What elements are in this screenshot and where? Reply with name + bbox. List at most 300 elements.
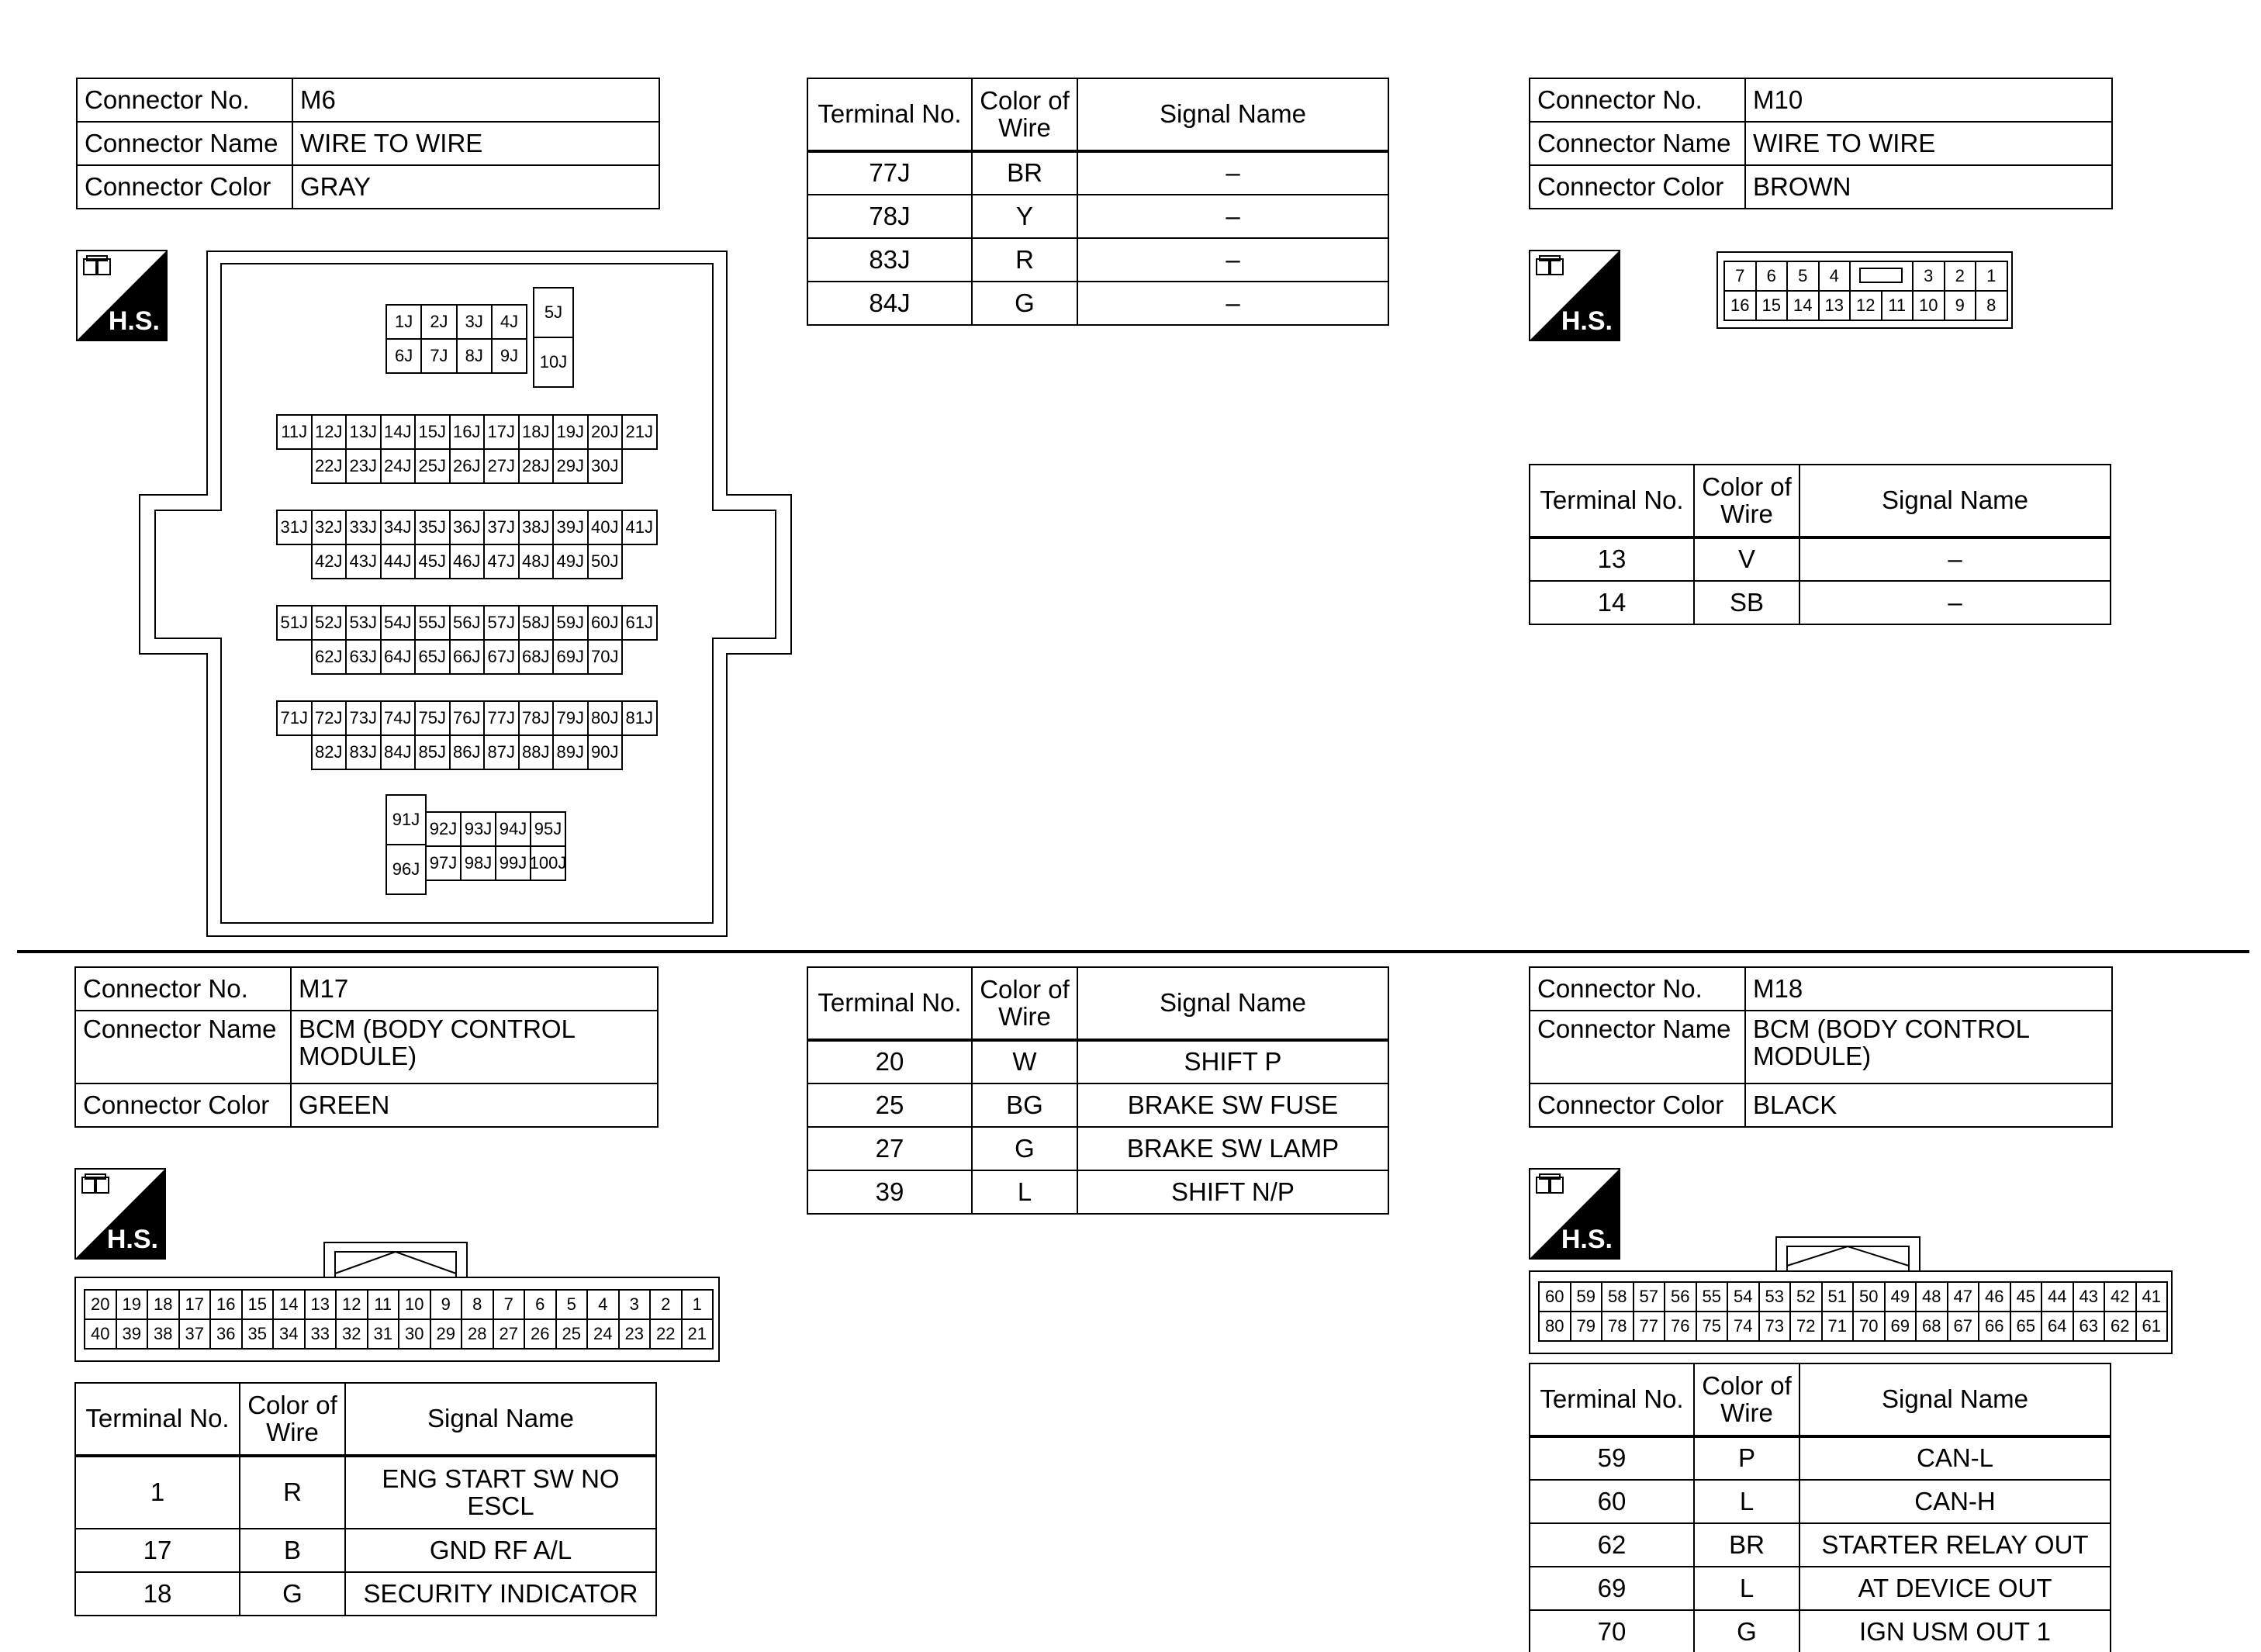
terminal-pin: 69J xyxy=(552,639,589,675)
connector-name-value: WIRE TO WIRE xyxy=(292,122,659,165)
terminal-pin: 98J xyxy=(460,845,496,881)
terminal-pin: 19 xyxy=(116,1289,149,1320)
terminal-pin: 42 xyxy=(2104,1281,2137,1312)
signal-name-header: Signal Name xyxy=(1077,967,1388,1040)
terminal-pin: 70J xyxy=(587,639,624,675)
signal-cell: SHIFT N/P xyxy=(1077,1170,1388,1214)
terminal-no-header: Terminal No. xyxy=(807,967,972,1040)
wire-cell: R xyxy=(972,238,1077,282)
signal-cell: ENG START SW NO ESCL xyxy=(345,1456,656,1529)
signal-cell: – xyxy=(1077,282,1388,325)
terminal-pin: 4 xyxy=(586,1289,620,1320)
terminal-pin: 44J xyxy=(380,544,417,579)
terminal-pin: 13 xyxy=(1818,290,1851,321)
terminal-no-header: Terminal No. xyxy=(1530,465,1694,537)
terminal-pin: 20J xyxy=(587,414,624,450)
terminal-pin: 44 xyxy=(2041,1281,2074,1312)
terminal-pin: 47 xyxy=(1947,1281,1980,1312)
terminal-pin: 1 xyxy=(681,1289,714,1320)
m18-info-table xyxy=(1529,966,2113,1128)
terminal-no-header: Terminal No. xyxy=(1530,1363,1694,1436)
terminal-pin: 4 xyxy=(1818,261,1851,292)
terminal-pin: 18 xyxy=(147,1289,180,1320)
connector-name-label: Connector Name xyxy=(1530,1011,1745,1083)
terminal-pin: 26J xyxy=(449,448,486,484)
connector-no-label: Connector No. xyxy=(75,967,291,1011)
terminal-pin: 24 xyxy=(586,1318,620,1350)
signal-cell: SHIFT P xyxy=(1077,1040,1388,1083)
terminal-pin: 24J xyxy=(380,448,417,484)
terminal-pin: 76 xyxy=(1664,1311,1697,1342)
terminal-pin: 37 xyxy=(178,1318,212,1350)
terminal-pin: 22J xyxy=(311,448,347,484)
terminal-pin: 47J xyxy=(483,544,520,579)
terminal-pin: 60J xyxy=(587,605,624,641)
terminal-pin: 62 xyxy=(2104,1311,2137,1342)
signal-cell: AT DEVICE OUT xyxy=(1799,1567,2111,1610)
terminal-pin: 45 xyxy=(2010,1281,2043,1312)
terminal-pin: 77J xyxy=(483,700,520,736)
terminal-pin: 95J xyxy=(530,811,566,847)
terminal-pin: 28J xyxy=(518,448,555,484)
terminal-pin: 52 xyxy=(1789,1281,1823,1312)
terminal-pin: 57 xyxy=(1633,1281,1666,1312)
signal-cell: – xyxy=(1799,581,2111,624)
table-row xyxy=(807,1083,1388,1127)
terminal-pin: 66 xyxy=(1978,1311,2011,1342)
table-row xyxy=(1530,537,2111,581)
connector-name-label: Connector Name xyxy=(77,122,292,165)
terminal-pin: 2 xyxy=(649,1289,683,1320)
terminal-pin: 42J xyxy=(311,544,347,579)
terminal-pin: 64 xyxy=(2041,1311,2074,1342)
terminal-pin: 34J xyxy=(380,510,417,545)
terminal-pin: 67J xyxy=(483,639,520,675)
terminal-pin: 59J xyxy=(552,605,589,641)
terminal-pin: 3 xyxy=(618,1289,652,1320)
wire-cell: W xyxy=(972,1040,1077,1083)
terminal-cell: 59 xyxy=(1530,1436,1694,1480)
terminal-cell: 60 xyxy=(1530,1480,1694,1523)
terminal-pin: 7 xyxy=(493,1289,526,1320)
connector-color-label: Connector Color xyxy=(75,1083,291,1127)
terminal-pin: 5 xyxy=(555,1289,589,1320)
terminal-pin: 72J xyxy=(311,700,347,736)
terminal-cell: 18 xyxy=(75,1572,240,1616)
terminal-pin: 39J xyxy=(552,510,589,545)
terminal-pin: 51J xyxy=(276,605,313,641)
connector-color-label: Connector Color xyxy=(1530,165,1745,209)
terminal-cell: 25 xyxy=(807,1083,972,1127)
terminal-pin: 88J xyxy=(518,734,555,770)
terminal-pin: 93J xyxy=(460,811,496,847)
terminal-pin: 99J xyxy=(495,845,531,881)
terminal-pin: 29J xyxy=(552,448,589,484)
terminal-pin: 71J xyxy=(276,700,313,736)
terminal-pin: 6 xyxy=(1755,261,1789,292)
table-row xyxy=(1530,1610,2111,1652)
hs-label: H.S. xyxy=(1561,1225,1613,1254)
terminal-pin: 46J xyxy=(449,544,486,579)
terminal-pin: 49 xyxy=(1884,1281,1917,1312)
terminal-cell: 70 xyxy=(1530,1610,1694,1652)
m18-terminal-table xyxy=(1529,1363,2111,1652)
terminal-pin: 38J xyxy=(518,510,555,545)
terminal-pin: 54 xyxy=(1727,1281,1760,1312)
table-row xyxy=(807,238,1388,282)
terminal-pin: 73J xyxy=(345,700,382,736)
terminal-pin: 80J xyxy=(587,700,624,736)
key-slot xyxy=(1859,268,1903,283)
terminal-pin: 3J xyxy=(456,304,493,340)
hs-label: H.S. xyxy=(108,306,160,336)
terminal-pin: 17 xyxy=(178,1289,212,1320)
harness-side-icon xyxy=(1529,250,1620,341)
terminal-cell: 13 xyxy=(1530,537,1694,581)
signal-name-header: Signal Name xyxy=(1077,78,1388,151)
connector-no-value: M6 xyxy=(292,78,659,122)
terminal-pin: 23 xyxy=(618,1318,652,1350)
m10-terminal-table xyxy=(1529,464,2111,625)
signal-cell: – xyxy=(1077,151,1388,195)
terminal-pin: 18J xyxy=(518,414,555,450)
wire-cell: BR xyxy=(972,151,1077,195)
terminal-pin: 4J xyxy=(491,304,527,340)
terminal-pin: 8 xyxy=(461,1289,494,1320)
terminal-pin: 30J xyxy=(587,448,624,484)
signal-name-header: Signal Name xyxy=(1799,465,2111,537)
terminal-pin: 14J xyxy=(380,414,417,450)
table-row xyxy=(807,151,1388,195)
terminal-cell: 39 xyxy=(807,1170,972,1214)
terminal-pin: 53J xyxy=(345,605,382,641)
wire-cell: P xyxy=(1694,1436,1799,1480)
terminal-pin: 41 xyxy=(2135,1281,2169,1312)
terminal-pin: 55 xyxy=(1696,1281,1729,1312)
signal-cell: – xyxy=(1077,238,1388,282)
table-row xyxy=(807,1040,1388,1083)
terminal-pin: 7J xyxy=(420,338,457,374)
terminal-pin: 10J xyxy=(533,337,574,388)
terminal-pin: 31J xyxy=(276,510,313,545)
terminal-pin: 63J xyxy=(345,639,382,675)
connector-name-value: WIRE TO WIRE xyxy=(1745,122,2112,165)
terminal-pin: 49J xyxy=(552,544,589,579)
section-divider xyxy=(17,950,2249,953)
terminal-pin: 23J xyxy=(345,448,382,484)
terminal-pin: 46 xyxy=(1978,1281,2011,1312)
terminal-pin: 10 xyxy=(1912,290,1945,321)
terminal-cell: 78J xyxy=(807,195,972,238)
terminal-no-header: Terminal No. xyxy=(807,78,972,151)
terminal-pin: 14 xyxy=(272,1289,306,1320)
terminal-pin: 90J xyxy=(587,734,624,770)
terminal-pin: 40 xyxy=(84,1318,117,1350)
terminal-pin: 17J xyxy=(483,414,520,450)
signal-cell: STARTER RELAY OUT xyxy=(1799,1523,2111,1567)
signal-cell: IGN USM OUT 1 xyxy=(1799,1610,2111,1652)
terminal-pin: 50 xyxy=(1852,1281,1886,1312)
terminal-pin: 19J xyxy=(552,414,589,450)
terminal-pin: 86J xyxy=(449,734,486,770)
terminal-pin: 30 xyxy=(398,1318,431,1350)
terminal-pin: 40J xyxy=(587,510,624,545)
signal-cell: BRAKE SW FUSE xyxy=(1077,1083,1388,1127)
terminal-pin: 21 xyxy=(681,1318,714,1350)
terminal-pin: 51 xyxy=(1821,1281,1855,1312)
terminal-pin: 62J xyxy=(311,639,347,675)
terminal-pin: 74 xyxy=(1727,1311,1760,1342)
terminal-cell: 83J xyxy=(807,238,972,282)
terminal-pin: 26 xyxy=(524,1318,557,1350)
terminal-pin: 10 xyxy=(398,1289,431,1320)
terminal-pin: 56J xyxy=(449,605,486,641)
terminal-pin: 29 xyxy=(430,1318,463,1350)
terminal-pin: 32 xyxy=(335,1318,368,1350)
table-row xyxy=(1530,1436,2111,1480)
terminal-pin: 66J xyxy=(449,639,486,675)
wire-cell: G xyxy=(1694,1610,1799,1652)
signal-name-header: Signal Name xyxy=(1799,1363,2111,1436)
terminal-pin: 21J xyxy=(621,414,658,450)
terminal-cell: 1 xyxy=(75,1456,240,1529)
terminal-pin: 36 xyxy=(209,1318,243,1350)
wire-cell: BR xyxy=(1694,1523,1799,1567)
signal-cell: – xyxy=(1799,537,2111,581)
terminal-pin: 15 xyxy=(241,1289,275,1320)
m6-terminal-table xyxy=(807,78,1389,326)
m17-terminal-table-secondary xyxy=(74,1382,657,1616)
connector-no-value: M18 xyxy=(1745,967,2112,1011)
terminal-pin: 8J xyxy=(456,338,493,374)
signal-cell: CAN-H xyxy=(1799,1480,2111,1523)
terminal-pin: 53 xyxy=(1758,1281,1792,1312)
terminal-pin: 5 xyxy=(1786,261,1820,292)
terminal-pin: 82J xyxy=(311,734,347,770)
terminal-pin: 1 xyxy=(1975,261,2008,292)
terminal-pin: 15 xyxy=(1755,290,1789,321)
table-row xyxy=(807,282,1388,325)
signal-cell: BRAKE SW LAMP xyxy=(1077,1127,1388,1170)
wire-cell: BG xyxy=(972,1083,1077,1127)
wire-cell: SB xyxy=(1694,581,1799,624)
terminal-pin: 79J xyxy=(552,700,589,736)
terminal-pin: 39 xyxy=(116,1318,149,1350)
harness-side-icon xyxy=(74,1168,166,1260)
terminal-pin: 91J xyxy=(385,794,427,845)
terminal-pin: 27J xyxy=(483,448,520,484)
terminal-pin: 85J xyxy=(414,734,451,770)
connector-color-value: BROWN xyxy=(1745,165,2112,209)
terminal-pin: 52J xyxy=(311,605,347,641)
table-row xyxy=(75,1572,656,1616)
terminal-cell: 77J xyxy=(807,151,972,195)
hs-label: H.S. xyxy=(1561,306,1613,336)
harness-side-icon xyxy=(1529,1168,1620,1260)
connector-no-label: Connector No. xyxy=(77,78,292,122)
wire-color-header: Color of Wire xyxy=(1694,465,1799,537)
terminal-pin: 57J xyxy=(483,605,520,641)
connector-name-label: Connector Name xyxy=(1530,122,1745,165)
terminal-pin: 84J xyxy=(380,734,417,770)
terminal-pin: 2 xyxy=(1944,261,1977,292)
connector-no-value: M10 xyxy=(1745,78,2112,122)
terminal-pin: 31 xyxy=(367,1318,400,1350)
terminal-pin: 80 xyxy=(1538,1311,1571,1342)
wire-cell: L xyxy=(1694,1480,1799,1523)
terminal-pin: 60 xyxy=(1538,1281,1571,1312)
terminal-pin: 6 xyxy=(524,1289,557,1320)
wire-color-header: Color of Wire xyxy=(1694,1363,1799,1436)
terminal-pin: 8 xyxy=(1975,290,2008,321)
terminal-cell: 84J xyxy=(807,282,972,325)
terminal-pin: 16 xyxy=(209,1289,243,1320)
terminal-pin: 59 xyxy=(1570,1281,1603,1312)
terminal-pin: 35J xyxy=(414,510,451,545)
m17-terminal-table xyxy=(807,966,1389,1215)
wire-cell: V xyxy=(1694,537,1799,581)
terminal-pin: 48J xyxy=(518,544,555,579)
terminal-pin: 1J xyxy=(385,304,422,340)
terminal-pin: 68 xyxy=(1915,1311,1948,1342)
wire-cell: G xyxy=(972,282,1077,325)
terminal-pin: 32J xyxy=(311,510,347,545)
table-row xyxy=(807,195,1388,238)
terminal-cell: 20 xyxy=(807,1040,972,1083)
terminal-pin: 16 xyxy=(1723,290,1757,321)
terminal-pin: 89J xyxy=(552,734,589,770)
terminal-pin: 15J xyxy=(414,414,451,450)
table-row xyxy=(807,1170,1388,1214)
terminal-pin: 27 xyxy=(493,1318,526,1350)
terminal-pin: 7 xyxy=(1723,261,1757,292)
wire-cell: B xyxy=(240,1529,345,1572)
connector-name-label: Connector Name xyxy=(75,1011,291,1083)
terminal-pin: 45J xyxy=(414,544,451,579)
terminal-pin: 78 xyxy=(1601,1311,1634,1342)
terminal-pin: 13J xyxy=(345,414,382,450)
terminal-pin: 37J xyxy=(483,510,520,545)
table-row xyxy=(1530,1480,2111,1523)
terminal-pin: 2J xyxy=(420,304,457,340)
wire-color-header: Color of Wire xyxy=(972,78,1077,151)
terminal-pin: 55J xyxy=(414,605,451,641)
connector-color-value: GREEN xyxy=(291,1083,658,1127)
terminal-pin: 38 xyxy=(147,1318,180,1350)
terminal-pin: 14 xyxy=(1786,290,1820,321)
terminal-pin: 94J xyxy=(495,811,531,847)
terminal-pin: 58J xyxy=(518,605,555,641)
terminal-pin: 78J xyxy=(518,700,555,736)
terminal-pin: 3 xyxy=(1912,261,1945,292)
terminal-cell: 69 xyxy=(1530,1567,1694,1610)
connector-name-value: BCM (BODY CONTROL MODULE) xyxy=(1745,1011,2112,1083)
terminal-pin: 12 xyxy=(1849,290,1882,321)
terminal-pin: 6J xyxy=(385,338,422,374)
terminal-pin: 77 xyxy=(1633,1311,1666,1342)
terminal-pin: 74J xyxy=(380,700,417,736)
terminal-pin: 9 xyxy=(430,1289,463,1320)
wire-color-header: Color of Wire xyxy=(240,1383,345,1456)
signal-cell: – xyxy=(1077,195,1388,238)
terminal-pin: 76J xyxy=(449,700,486,736)
connector-color-label: Connector Color xyxy=(1530,1083,1745,1127)
terminal-pin: 5J xyxy=(533,287,574,338)
terminal-pin: 34 xyxy=(272,1318,306,1350)
connector-color-label: Connector Color xyxy=(77,165,292,209)
terminal-pin: 22 xyxy=(649,1318,683,1350)
wire-cell: L xyxy=(972,1170,1077,1214)
terminal-pin: 68J xyxy=(518,639,555,675)
wire-cell: G xyxy=(972,1127,1077,1170)
table-row xyxy=(1530,1523,2111,1567)
terminal-pin: 73 xyxy=(1758,1311,1792,1342)
terminal-pin: 12 xyxy=(335,1289,368,1320)
terminal-pin: 50J xyxy=(587,544,624,579)
terminal-pin: 25 xyxy=(555,1318,589,1350)
terminal-pin: 41J xyxy=(621,510,658,545)
m10-info-table xyxy=(1529,78,2113,209)
terminal-pin: 81J xyxy=(621,700,658,736)
table-row xyxy=(75,1529,656,1572)
terminal-pin: 61J xyxy=(621,605,658,641)
terminal-pin: 65 xyxy=(2010,1311,2043,1342)
terminal-pin: 12J xyxy=(311,414,347,450)
terminal-pin: 79 xyxy=(1570,1311,1603,1342)
terminal-cell: 27 xyxy=(807,1127,972,1170)
signal-cell: GND RF A/L xyxy=(345,1529,656,1572)
terminal-pin: 11 xyxy=(367,1289,400,1320)
terminal-pin: 48 xyxy=(1915,1281,1948,1312)
terminal-pin: 43J xyxy=(345,544,382,579)
terminal-pin: 96J xyxy=(385,844,427,895)
terminal-pin: 63 xyxy=(2073,1311,2106,1342)
connector-no-label: Connector No. xyxy=(1530,967,1745,1011)
terminal-pin: 20 xyxy=(84,1289,117,1320)
terminal-pin: 54J xyxy=(380,605,417,641)
terminal-no-header: Terminal No. xyxy=(75,1383,240,1456)
terminal-pin: 16J xyxy=(449,414,486,450)
terminal-pin: 64J xyxy=(380,639,417,675)
terminal-pin: 92J xyxy=(425,811,462,847)
hs-label: H.S. xyxy=(106,1225,158,1254)
terminal-pin: 71 xyxy=(1821,1311,1855,1342)
terminal-pin: 72 xyxy=(1789,1311,1823,1342)
wire-cell: Y xyxy=(972,195,1077,238)
terminal-pin: 35 xyxy=(241,1318,275,1350)
terminal-pin: 65J xyxy=(414,639,451,675)
table-row xyxy=(1530,1567,2111,1610)
terminal-pin: 61 xyxy=(2135,1311,2169,1342)
terminal-pin: 69 xyxy=(1884,1311,1917,1342)
terminal-pin: 13 xyxy=(304,1289,337,1320)
terminal-pin: 87J xyxy=(483,734,520,770)
terminal-pin: 97J xyxy=(425,845,462,881)
terminal-pin: 58 xyxy=(1601,1281,1634,1312)
terminal-pin: 43 xyxy=(2073,1281,2106,1312)
terminal-pin: 67 xyxy=(1947,1311,1980,1342)
wire-cell: R xyxy=(240,1456,345,1529)
terminal-pin: 56 xyxy=(1664,1281,1697,1312)
terminal-pin: 75J xyxy=(414,700,451,736)
terminal-cell: 17 xyxy=(75,1529,240,1572)
table-row xyxy=(75,1456,656,1529)
terminal-pin: 25J xyxy=(414,448,451,484)
m17-info-table xyxy=(74,966,659,1128)
terminal-pin: 9 xyxy=(1944,290,1977,321)
terminal-pin: 33 xyxy=(304,1318,337,1350)
terminal-pin: 9J xyxy=(491,338,527,374)
